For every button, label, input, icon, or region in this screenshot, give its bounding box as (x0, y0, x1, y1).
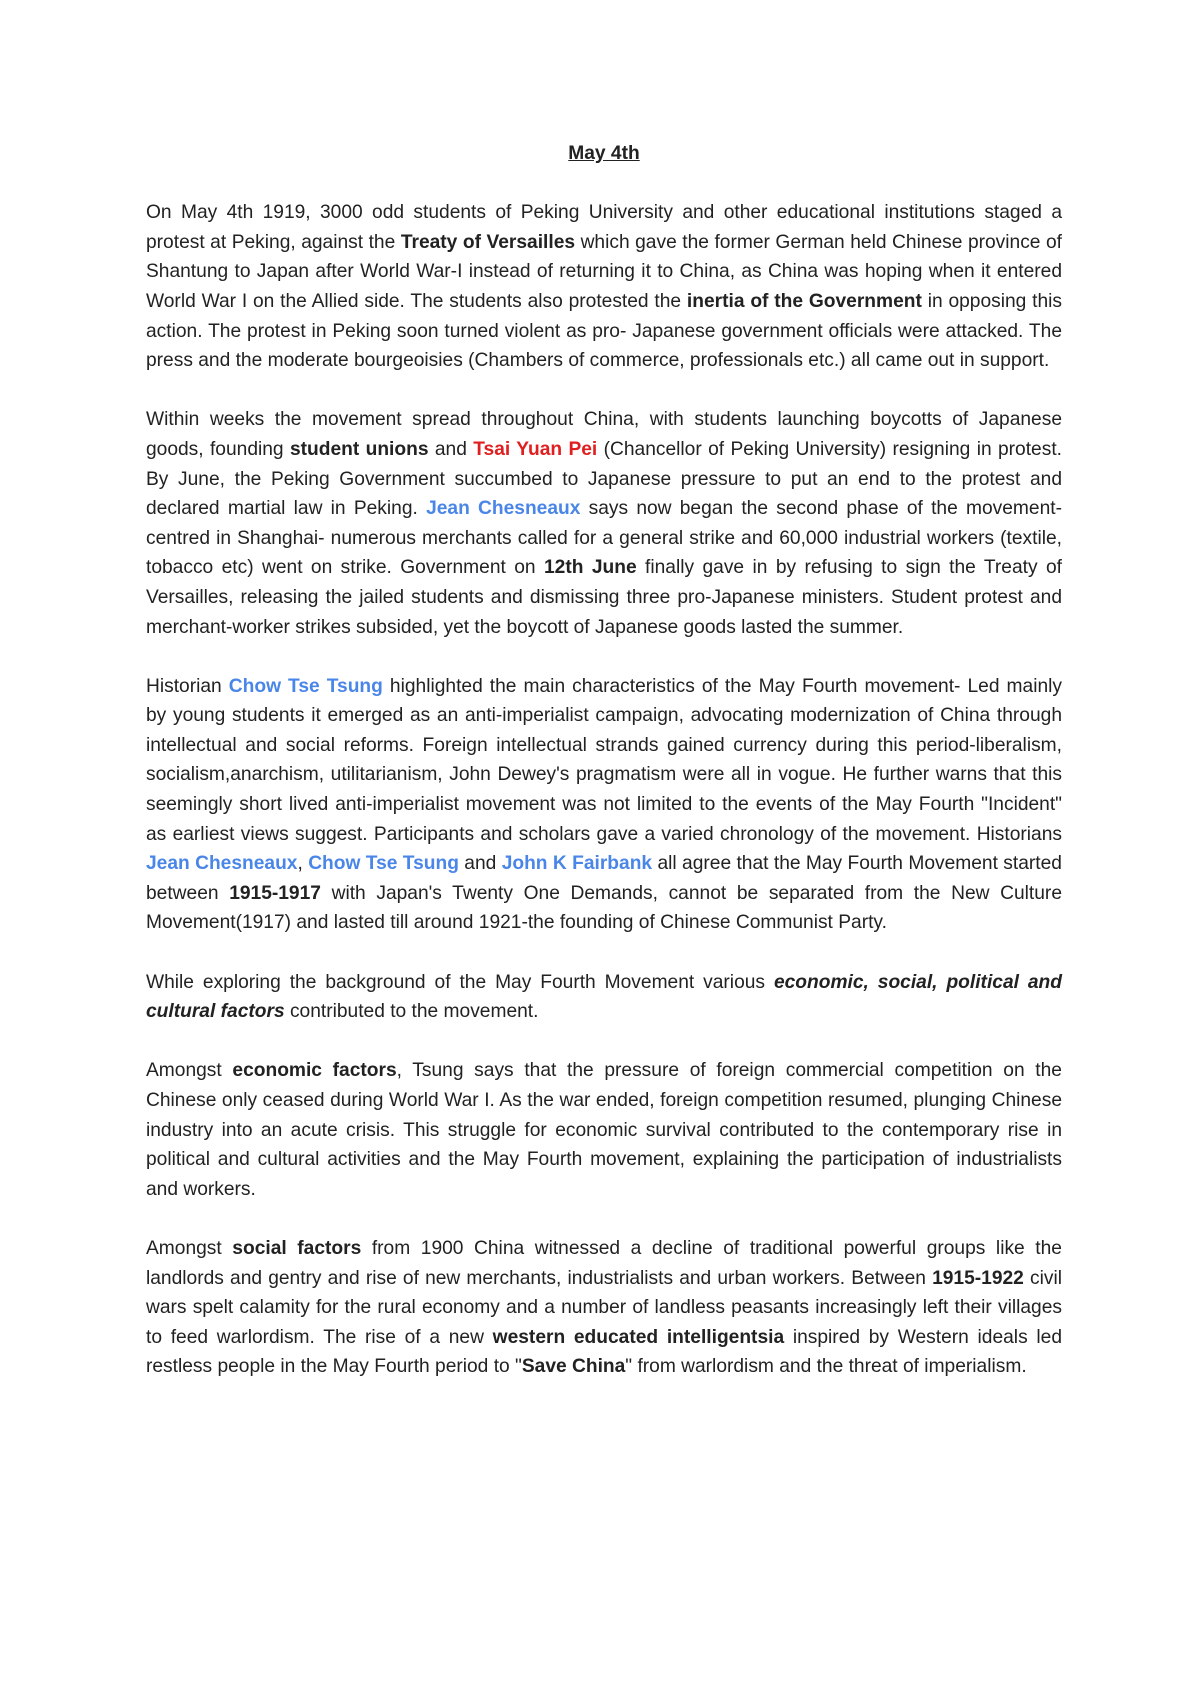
text-run: Amongst (146, 1060, 233, 1082)
paragraph (146, 1234, 1062, 1382)
bold-text: economic factors (232, 1060, 397, 1082)
historian-name: Chow Tse Tsung (228, 675, 383, 697)
text-run: While exploring the background of the May Fourth Movement various (146, 971, 774, 993)
bold-text: 1915-1922 (932, 1267, 1024, 1289)
text-run: finally gave in by refusing to sign the Treaty of Versailles, releasing the jailed students and dismissing three pro-Japanese ministers. Student protest and merchant-worker strikes subsided, yet the boycott of Japanese goods lasted the summer. (146, 557, 1062, 638)
historian-name: Chow Tse Tsung (308, 853, 459, 875)
bold-text: Treaty of Versailles (400, 231, 576, 253)
text-run: all agree that the May Fourth Movement started between (146, 853, 1062, 904)
highlighted-name: Tsai Yuan Pei (473, 438, 598, 460)
text-run: civil wars spelt calamity for the rural economy and a number of landless peasants increasingly left their villages to feed warlordism. The rise of a new (146, 1267, 1062, 1348)
text-run: Amongst (146, 1237, 233, 1259)
paragraph-list (146, 198, 1062, 1382)
bold-text: inertia of the Government (686, 290, 922, 312)
text-run: in opposing this action. The protest in Peking soon turned violent as pro- Japanese government officials were attacked. The press and the moderate bourgeoisies (Chambers of commerce, professionals etc.) all came out in support. (146, 290, 1063, 372)
paragraph (146, 198, 1062, 376)
paragraph (146, 405, 1062, 642)
paragraph (146, 672, 1062, 938)
paragraph (146, 968, 1062, 1027)
bold-text: 1915-1917 (229, 882, 321, 904)
bold-text: Save China (521, 1356, 626, 1378)
text-run: says now began the second phase of the movement- centred in Shanghai- numerous merchants called for a general strike and 60,000 industrial workers (textile, tobacco etc) went on strike. Government on (146, 498, 1062, 579)
bold-text: western educated intelligentsia (492, 1326, 785, 1348)
bold-text: student unions (289, 438, 429, 460)
text-run: Historian (146, 675, 229, 697)
bold-italic-text: economic, social, political and cultural factors (146, 971, 1062, 1023)
historian-name: Jean Chesneaux (146, 853, 298, 875)
text-run: Within weeks the movement spread throughout China, with students launching boycotts of Japanese goods, founding (146, 409, 1062, 460)
paragraph (146, 1056, 1062, 1204)
text-run: contributed to the movement. (284, 1001, 539, 1023)
text-run: (Chancellor of Peking University) resigning in protest. By June, the Peking Government succumbed to Japanese pressure to put an end to the protest and declared martial law in Peking. (146, 438, 1062, 520)
text-run: with Japan's Twenty One Demands, cannot be separated from the New Culture Movement(1917) and lasted till around 1921-the founding of Chinese Communist Party. (146, 882, 1062, 934)
text-run: , (297, 853, 309, 875)
text-run: and (428, 438, 474, 460)
page-title: May 4th (568, 143, 640, 164)
text-run: which gave the former German held Chinese province of Shantung to Japan after World War-I instead of returning it to China, as China was hoping when it entered World War I on the Allied side. The students also protested the (146, 231, 1062, 312)
text-run: from 1900 China witnessed a decline of traditional powerful groups like the landlords and gentry and rise of new merchants, industrialists and urban workers. Between (146, 1237, 1062, 1289)
text-run: , Tsung says that the pressure of foreign commercial competition on the Chinese only ceased during World War I. As the war ended, foreign competition resumed, plunging Chinese industry into an acute crisis. This struggle for economic survival contributed to the contemporary rise in political and cultural activities and the May Fourth movement, explaining the participation of industrialists and workers. (146, 1060, 1062, 1200)
text-run: and (458, 853, 502, 875)
text-run: " from warlordism and the threat of imperialism. (625, 1356, 1027, 1378)
historian-name: John K Fairbank (501, 853, 653, 875)
text-run: On May 4th 1919, 3000 odd students of Peking University and other educational institutions staged a protest at Peking, against the (146, 202, 1062, 253)
text-run: inspired by Western ideals led restless people in the May Fourth period to " (146, 1326, 1062, 1378)
text-run: highlighted the main characteristics of the May Fourth movement- Led mainly by young students it emerged as an anti-imperialist campaign, advocating modernization of China through intellectual and social reforms. Foreign intellectual strands gained currency during this period-liberalism, socialism,anarchism, utilitarianism, John Dewey's pragmatism were all in vogue. He further warns that this seemingly short lived anti-imperialist movement was not limited to the events of the May Fourth "Incident" as earliest views suggest. Participants and scholars gave a varied chronology of the movement. Historians (146, 675, 1062, 845)
bold-text: 12th June (543, 557, 637, 579)
bold-text: social factors (232, 1237, 362, 1259)
historian-name: Jean Chesneaux (426, 498, 581, 520)
document-body (146, 139, 1062, 1412)
